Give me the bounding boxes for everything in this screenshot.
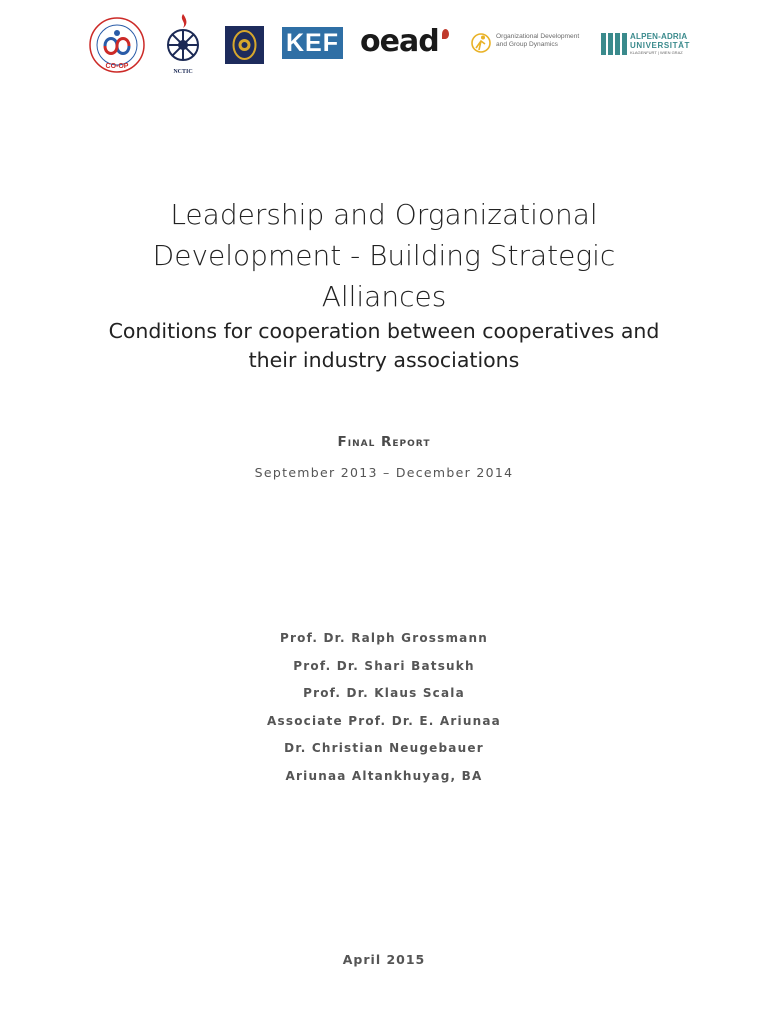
author-name: Prof. Dr. Shari Batsukh: [293, 658, 475, 673]
nctic-logo: [160, 12, 206, 76]
publication-date: April 2015: [342, 952, 426, 967]
nctic-logo-text: NCTIC: [173, 69, 193, 75]
author-name: Prof. Dr. Ralph Grossmann: [280, 631, 488, 645]
kef-logo-text: KEF: [286, 29, 339, 57]
partner-logos: [0, 12, 768, 78]
oead-logo-text: oead: [360, 24, 439, 59]
oead-accent-mark: [442, 29, 449, 39]
author-name: Prof. Dr. Klaus Scala: [303, 686, 465, 700]
ogd-logo: [470, 32, 592, 56]
coop-logo-text: CO-OP: [105, 63, 129, 70]
ogd-logo-line1: Organizational Development: [496, 33, 580, 40]
aau-logo-line2: UNIVERSITÄT: [630, 41, 690, 50]
subtitle-line-2: their industry associations: [248, 348, 520, 372]
document-subtitle: [64, 317, 704, 375]
oead-logo: [360, 26, 449, 60]
aau-book-icon: [600, 31, 628, 57]
report-type: Final Report: [337, 434, 431, 450]
ogd-figure-icon: [470, 32, 492, 54]
aau-logo: [600, 30, 692, 62]
kef-logo: [282, 27, 343, 59]
aau-logo-line3: KLAGENFURT | WIEN GRAZ: [630, 50, 683, 55]
title-line-2: Development - Building Strategic: [152, 239, 616, 272]
subtitle-line-1: Conditions for cooperation between cooperatives and: [108, 319, 660, 343]
author-name: Dr. Christian Neugebauer: [284, 741, 484, 755]
author-name: Associate Prof. Dr. E. Ariunaa: [267, 713, 501, 728]
crest-logo: [225, 26, 264, 64]
ogd-logo-line2: and Group Dynamics: [496, 41, 558, 48]
aau-logo-line1: ALPEN-ADRIA: [630, 32, 688, 41]
report-period: September 2013 – December 2014: [254, 465, 514, 480]
title-line-1: Leadership and Organizational: [170, 198, 598, 231]
document-title: [84, 194, 684, 317]
author-name: Ariunaa Altankhuyag, BA: [285, 768, 483, 783]
author-list: [0, 629, 768, 794]
coop-logo: [88, 16, 146, 74]
title-line-3: Alliances: [321, 280, 447, 313]
